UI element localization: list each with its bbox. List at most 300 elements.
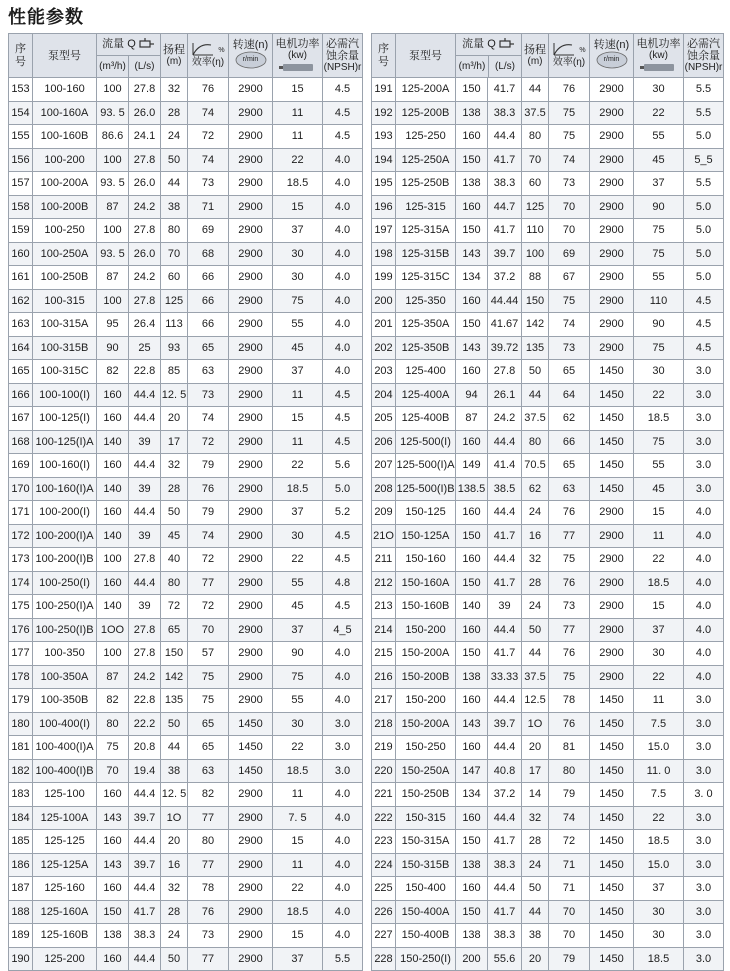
cell-model: 150-200B <box>396 665 456 689</box>
cell-npsh: 4.0 <box>323 148 363 172</box>
cell-efficiency: 77 <box>188 853 229 877</box>
cell-power: 11 <box>273 853 323 877</box>
table-row <box>372 806 724 830</box>
cell-power: 15 <box>273 924 323 948</box>
cell-npsh: 4.5 <box>323 101 363 125</box>
cell-power: 11 <box>273 125 323 149</box>
cell-npsh: 3.0 <box>684 454 724 478</box>
cell-model: 125-200B <box>396 101 456 125</box>
cell-flow-ls: 41.7 <box>488 900 522 924</box>
cell-power: 22 <box>634 806 684 830</box>
cell-speed: 2900 <box>590 524 634 548</box>
cell-flow-ls: 38.3 <box>488 101 522 125</box>
cell-flow-m3h: 160 <box>456 689 488 713</box>
cell-head: 45 <box>161 524 188 548</box>
cell-speed: 2900 <box>229 665 273 689</box>
cell-speed: 1450 <box>590 947 634 971</box>
cell-model: 125-315A <box>396 219 456 243</box>
cell-flow-m3h: 95 <box>97 313 129 337</box>
cell-efficiency: 64 <box>549 383 590 407</box>
cell-head: 72 <box>161 595 188 619</box>
cell-speed: 1450 <box>590 830 634 854</box>
cell-index: 199 <box>372 266 396 290</box>
cell-index: 156 <box>9 148 33 172</box>
cell-power: 55 <box>273 689 323 713</box>
cell-power: 15 <box>634 595 684 619</box>
cell-flow-m3h: 160 <box>456 618 488 642</box>
cell-index: 154 <box>9 101 33 125</box>
cell-npsh: 4.5 <box>684 336 724 360</box>
cell-power: 90 <box>634 195 684 219</box>
npsh-header-line2: 蚀余量 <box>326 49 359 62</box>
cell-head: 44 <box>161 736 188 760</box>
cell-power: 15 <box>634 501 684 525</box>
cell-model: 125-100A <box>33 806 97 830</box>
cell-index: 224 <box>372 853 396 877</box>
power-header-unit: (kw) <box>649 49 668 61</box>
cell-npsh: 3.0 <box>684 736 724 760</box>
cell-speed: 2900 <box>229 430 273 454</box>
cell-head: 135 <box>161 689 188 713</box>
cell-index: 171 <box>9 501 33 525</box>
cell-head: 50 <box>161 501 188 525</box>
cell-head: 44 <box>161 172 188 196</box>
cell-speed: 2900 <box>229 101 273 125</box>
cell-efficiency: 80 <box>188 830 229 854</box>
efficiency-header-label: 效率(η) <box>191 56 225 68</box>
cell-npsh: 4.0 <box>323 665 363 689</box>
cell-index: 185 <box>9 830 33 854</box>
cell-model: 125-125A <box>33 853 97 877</box>
cell-flow-ls: 41.4 <box>488 454 522 478</box>
cell-head: 70 <box>161 242 188 266</box>
table-row <box>372 665 724 689</box>
efficiency-icon-text: % <box>579 46 586 54</box>
cell-npsh: 3.0 <box>684 877 724 901</box>
cell-index: 163 <box>9 313 33 337</box>
cell-index: 209 <box>372 501 396 525</box>
table-row <box>9 642 363 666</box>
cell-efficiency: 77 <box>549 618 590 642</box>
cell-efficiency: 74 <box>549 806 590 830</box>
cell-model: 125-400 <box>396 360 456 384</box>
cell-power: 15 <box>273 407 323 431</box>
cell-speed: 2900 <box>229 947 273 971</box>
cell-flow-m3h: 100 <box>97 148 129 172</box>
cell-flow-ls: 27.8 <box>129 78 161 102</box>
cell-flow-ls: 41.7 <box>488 148 522 172</box>
cell-model: 150-250(I) <box>396 947 456 971</box>
cell-model: 150-160A <box>396 571 456 595</box>
cell-npsh: 4.0 <box>323 360 363 384</box>
cell-flow-m3h: 160 <box>97 383 129 407</box>
index-header <box>372 34 396 78</box>
model-header <box>396 34 456 78</box>
table-row <box>9 148 363 172</box>
model-header-label: 泵型号 <box>48 49 81 62</box>
cell-head: 44 <box>522 383 549 407</box>
cell-efficiency: 76 <box>188 78 229 102</box>
cell-flow-m3h: 160 <box>456 360 488 384</box>
cell-speed: 1450 <box>229 736 273 760</box>
cell-flow-m3h: 75 <box>97 736 129 760</box>
cell-index: 227 <box>372 924 396 948</box>
cell-efficiency: 77 <box>188 571 229 595</box>
cell-power: 22 <box>273 877 323 901</box>
motor-icon <box>279 63 317 72</box>
cell-efficiency: 66 <box>549 430 590 454</box>
cell-speed: 2900 <box>229 78 273 102</box>
cell-power: 55 <box>273 571 323 595</box>
cell-model: 100-200 <box>33 148 97 172</box>
cell-index: 157 <box>9 172 33 196</box>
cell-npsh: 3.0 <box>684 806 724 830</box>
flow-header-label: 流量 Q <box>102 38 136 50</box>
cell-speed: 2900 <box>229 148 273 172</box>
cell-speed: 1450 <box>229 759 273 783</box>
cell-power: 30 <box>634 642 684 666</box>
table-body-left <box>9 78 363 971</box>
cell-speed: 2900 <box>229 806 273 830</box>
cell-index: 160 <box>9 242 33 266</box>
cell-head: 32 <box>161 877 188 901</box>
cell-flow-ls: 27.8 <box>488 360 522 384</box>
cell-head: 60 <box>161 266 188 290</box>
cell-flow-ls: 37.2 <box>488 783 522 807</box>
cell-head: 20 <box>522 736 549 760</box>
cell-head: 28 <box>522 830 549 854</box>
cell-flow-ls: 44.4 <box>488 125 522 149</box>
cell-flow-ls: 44.44 <box>488 289 522 313</box>
cell-efficiency: 65 <box>188 336 229 360</box>
cell-power: 7.5 <box>634 712 684 736</box>
cell-npsh: 5.2 <box>323 501 363 525</box>
cell-model: 125-200A <box>396 78 456 102</box>
cell-npsh: 3.0 <box>684 759 724 783</box>
cell-flow-ls: 26.0 <box>129 172 161 196</box>
cell-flow-ls: 27.8 <box>129 289 161 313</box>
table-row <box>9 736 363 760</box>
cell-efficiency: 74 <box>549 148 590 172</box>
cell-flow-m3h: 140 <box>97 430 129 454</box>
efficiency-header-label: 效率(η) <box>552 56 586 68</box>
cell-speed: 2900 <box>229 571 273 595</box>
flow-unit-m3h: (m³/h) <box>456 56 489 77</box>
npsh-header <box>323 34 363 78</box>
power-header-label: 电机功率 <box>275 37 320 50</box>
cell-power: 37 <box>273 947 323 971</box>
cell-speed: 2900 <box>590 571 634 595</box>
cell-npsh: 3.0 <box>684 407 724 431</box>
cell-power: 75 <box>634 336 684 360</box>
cell-index: 211 <box>372 548 396 572</box>
cell-npsh: 5.5 <box>684 172 724 196</box>
cell-flow-m3h: 140 <box>97 524 129 548</box>
table-row <box>372 195 724 219</box>
cell-speed: 1450 <box>590 736 634 760</box>
cell-npsh: 3.0 <box>684 360 724 384</box>
cell-flow-m3h: 138 <box>456 101 488 125</box>
head-header-unit: (m) <box>166 55 182 67</box>
cell-speed: 2900 <box>590 148 634 172</box>
table-header-row <box>9 34 363 78</box>
cell-speed: 1450 <box>590 806 634 830</box>
cell-index: 222 <box>372 806 396 830</box>
cell-efficiency: 76 <box>549 712 590 736</box>
head-header <box>161 34 188 78</box>
cell-efficiency: 73 <box>549 595 590 619</box>
cell-flow-m3h: 160 <box>97 571 129 595</box>
cell-head: 150 <box>522 289 549 313</box>
cell-index: 162 <box>9 289 33 313</box>
cell-model: 100-400(I)A <box>33 736 97 760</box>
speed-header <box>229 34 273 78</box>
cell-index: 217 <box>372 689 396 713</box>
table-row <box>372 242 724 266</box>
cell-npsh: 5.0 <box>684 219 724 243</box>
cell-power: 15 <box>273 195 323 219</box>
cell-efficiency: 82 <box>188 783 229 807</box>
cell-speed: 2900 <box>590 548 634 572</box>
cell-index: 204 <box>372 383 396 407</box>
cell-speed: 2900 <box>229 289 273 313</box>
cell-power: 18.5 <box>634 830 684 854</box>
table-row <box>9 759 363 783</box>
cell-flow-ls: 27.8 <box>129 219 161 243</box>
cell-flow-m3h: 100 <box>97 219 129 243</box>
cell-model: 125-400B <box>396 407 456 431</box>
cell-flow-m3h: 143 <box>456 336 488 360</box>
cell-npsh: 5_5 <box>684 148 724 172</box>
cell-npsh: 4.0 <box>684 595 724 619</box>
flow-unit-ls: (L/s) <box>495 61 515 72</box>
cell-efficiency: 68 <box>188 242 229 266</box>
model-header-label: 泵型号 <box>409 49 442 62</box>
table-row <box>9 830 363 854</box>
cell-flow-ls: 44.4 <box>129 571 161 595</box>
performance-table-right <box>371 33 724 971</box>
cell-flow-m3h: 138 <box>97 924 129 948</box>
cell-power: 75 <box>634 430 684 454</box>
cell-index: 184 <box>9 806 33 830</box>
efficiency-curve-icon <box>191 42 215 56</box>
cell-speed: 1450 <box>590 924 634 948</box>
cell-power: 75 <box>634 242 684 266</box>
cell-npsh: 3.0 <box>684 853 724 877</box>
cell-flow-m3h: 100 <box>97 289 129 313</box>
cell-efficiency: 72 <box>188 548 229 572</box>
cell-model: 125-315 <box>396 195 456 219</box>
cell-npsh: 3.0 <box>684 712 724 736</box>
cell-power: 45 <box>634 148 684 172</box>
cell-power: 18.5 <box>273 900 323 924</box>
cell-head: 16 <box>161 853 188 877</box>
table-row <box>372 759 724 783</box>
cell-npsh: 4.5 <box>323 548 363 572</box>
cell-speed: 2900 <box>229 313 273 337</box>
cell-speed: 2900 <box>229 172 273 196</box>
cell-index: 192 <box>372 101 396 125</box>
table-row <box>372 266 724 290</box>
cell-speed: 2900 <box>590 101 634 125</box>
cell-model: 150-250A <box>396 759 456 783</box>
npsh-header-line3: (NPSH)r <box>684 61 723 73</box>
cell-index: 190 <box>9 947 33 971</box>
cell-index: 219 <box>372 736 396 760</box>
cell-head: 62 <box>522 477 549 501</box>
flow-unit-m3h: (m³/h) <box>97 56 129 77</box>
cell-flow-ls: 44.4 <box>129 407 161 431</box>
cell-efficiency: 76 <box>549 78 590 102</box>
cell-flow-m3h: 160 <box>456 736 488 760</box>
cell-index: 223 <box>372 830 396 854</box>
cell-flow-ls: 27.8 <box>129 642 161 666</box>
cell-flow-m3h: 160 <box>456 501 488 525</box>
cell-head: 44 <box>522 900 549 924</box>
table-row <box>372 477 724 501</box>
cell-flow-m3h: 70 <box>97 759 129 783</box>
table-row <box>9 806 363 830</box>
cell-head: 38 <box>161 759 188 783</box>
cell-model: 100-200A <box>33 172 97 196</box>
cell-efficiency: 71 <box>188 195 229 219</box>
cell-power: 18.5 <box>273 477 323 501</box>
cell-power: 22 <box>634 383 684 407</box>
cell-power: 11. 0 <box>634 759 684 783</box>
cell-model: 100-250(I) <box>33 571 97 595</box>
cell-head: 20 <box>161 407 188 431</box>
cell-index: 221 <box>372 783 396 807</box>
cell-index: 220 <box>372 759 396 783</box>
cell-npsh: 4.0 <box>684 618 724 642</box>
cell-speed: 2900 <box>229 407 273 431</box>
table-header-row <box>372 34 724 78</box>
cell-npsh: 4.0 <box>323 689 363 713</box>
table-row <box>372 172 724 196</box>
cell-head: 93 <box>161 336 188 360</box>
cell-efficiency: 80 <box>549 759 590 783</box>
efficiency-curve-icon <box>552 42 576 56</box>
cell-power: 30 <box>273 712 323 736</box>
cell-flow-m3h: 150 <box>456 148 488 172</box>
cell-efficiency: 74 <box>188 148 229 172</box>
table-row <box>9 877 363 901</box>
cell-head: 142 <box>522 313 549 337</box>
cell-model: 125-500(I)A <box>396 454 456 478</box>
cell-npsh: 4.0 <box>323 924 363 948</box>
cell-flow-ls: 44.4 <box>488 806 522 830</box>
cell-power: 37 <box>273 219 323 243</box>
cell-model: 100-250B <box>33 266 97 290</box>
cell-head: 28 <box>161 900 188 924</box>
cell-npsh: 5.5 <box>684 78 724 102</box>
cell-model: 150-315A <box>396 830 456 854</box>
cell-head: 40 <box>161 548 188 572</box>
cell-npsh: 4.5 <box>323 524 363 548</box>
cell-model: 150-400B <box>396 924 456 948</box>
cell-index: 158 <box>9 195 33 219</box>
cell-head: 20 <box>161 830 188 854</box>
table-row <box>372 571 724 595</box>
cell-flow-ls: 26.0 <box>129 242 161 266</box>
cell-head: 65 <box>161 618 188 642</box>
table-row <box>372 642 724 666</box>
cell-flow-ls: 44.4 <box>129 947 161 971</box>
cell-npsh: 5.5 <box>323 947 363 971</box>
cell-npsh: 4.5 <box>323 407 363 431</box>
cell-efficiency: 74 <box>188 407 229 431</box>
cell-power: 37 <box>634 877 684 901</box>
cell-model: 125-160B <box>33 924 97 948</box>
cell-model: 150-200 <box>396 689 456 713</box>
cell-flow-ls: 44.4 <box>129 830 161 854</box>
cell-speed: 1450 <box>590 877 634 901</box>
cell-head: 80 <box>161 219 188 243</box>
cell-index: 200 <box>372 289 396 313</box>
cell-efficiency: 66 <box>188 313 229 337</box>
cell-efficiency: 72 <box>188 430 229 454</box>
cell-flow-m3h: 138.5 <box>456 477 488 501</box>
cell-npsh: 4.0 <box>684 642 724 666</box>
cell-model: 100-125(I) <box>33 407 97 431</box>
cell-flow-m3h: 160 <box>456 125 488 149</box>
cell-speed: 2900 <box>590 595 634 619</box>
cell-flow-ls: 22.2 <box>129 712 161 736</box>
cell-head: 24 <box>161 924 188 948</box>
table-row <box>372 924 724 948</box>
cell-model: 150-125 <box>396 501 456 525</box>
cell-npsh: 3.0 <box>684 689 724 713</box>
cell-flow-ls: 44.4 <box>129 501 161 525</box>
cell-efficiency: 70 <box>549 195 590 219</box>
cell-power: 11 <box>634 689 684 713</box>
cell-efficiency: 74 <box>188 101 229 125</box>
cell-speed: 1450 <box>590 360 634 384</box>
cell-efficiency: 75 <box>549 125 590 149</box>
cell-power: 15.0 <box>634 853 684 877</box>
cell-head: 28 <box>522 571 549 595</box>
cell-model: 125-350 <box>396 289 456 313</box>
cell-index: 180 <box>9 712 33 736</box>
cell-speed: 2900 <box>590 172 634 196</box>
cell-npsh: 5.6 <box>323 454 363 478</box>
cell-head: 125 <box>161 289 188 313</box>
cell-head: 16 <box>522 524 549 548</box>
cell-head: 50 <box>522 877 549 901</box>
cell-npsh: 4.0 <box>684 548 724 572</box>
cell-index: 170 <box>9 477 33 501</box>
cell-npsh: 3.0 <box>684 477 724 501</box>
cell-flow-m3h: 87 <box>97 195 129 219</box>
table-row <box>372 524 724 548</box>
cell-efficiency: 75 <box>188 665 229 689</box>
cell-flow-ls: 44.4 <box>129 877 161 901</box>
table-body-right <box>372 78 724 971</box>
cell-head: 50 <box>161 712 188 736</box>
cell-speed: 2900 <box>590 313 634 337</box>
cell-index: 228 <box>372 947 396 971</box>
cell-head: 70 <box>522 148 549 172</box>
cell-head: 17 <box>161 430 188 454</box>
npsh-header <box>684 34 724 78</box>
cell-model: 150-315B <box>396 853 456 877</box>
cell-speed: 2900 <box>590 665 634 689</box>
cell-power: 55 <box>634 125 684 149</box>
cell-head: 32 <box>522 548 549 572</box>
cell-efficiency: 73 <box>549 172 590 196</box>
motor-icon <box>640 63 678 72</box>
cell-index: 197 <box>372 219 396 243</box>
